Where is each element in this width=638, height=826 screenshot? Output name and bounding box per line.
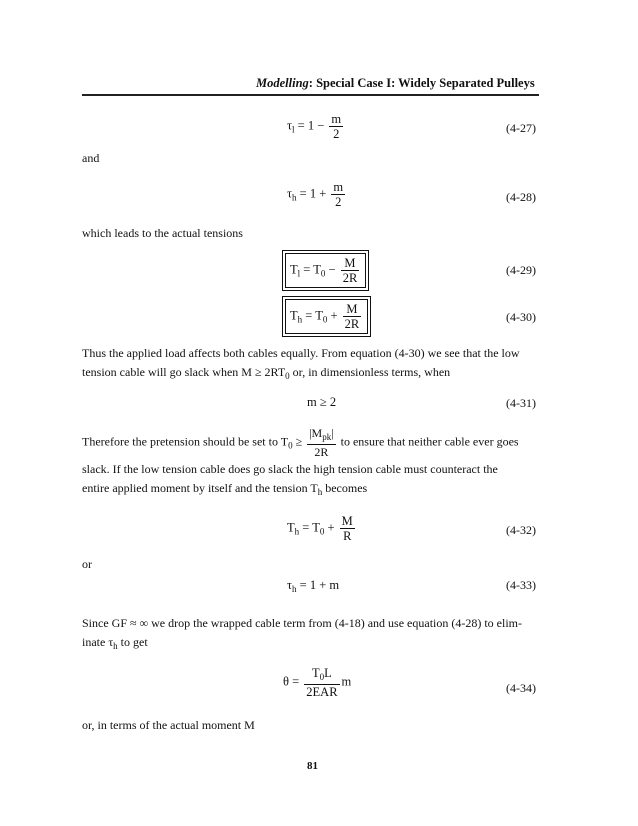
equation-number: (4-33) <box>506 578 536 592</box>
equation-number: (4-30) <box>506 310 536 324</box>
paragraph-therefore: Therefore the pretension should be set to $T_0$ ≥ $\frac{|M_{pk}|}{2R}$ to ensure that neither cable ever goes slack. If the low tension cable does go slack the high tension cable must counteract the entire applied moment by itself and the tension $T_h$ becomes <box>82 426 519 498</box>
header-rule <box>82 94 539 96</box>
equation-4-33: $\tau_h = 1 + m$ <box>287 578 340 594</box>
text-leads: which leads to the actual tensions <box>82 226 243 240</box>
header-title: : Special Case I: Widely Separated Pulleys <box>308 76 535 90</box>
page-number: 81 <box>307 760 318 772</box>
paragraph-since: Since GF ≈ ∞ we drop the wrapped cable term from (4-18) and use equation (4-28) to elim- inate $\tau_h$ to get <box>82 616 523 651</box>
equation-4-32: $T_h = T_0$ + $\frac{M}{R}$ <box>287 514 353 543</box>
paragraph-thus: Thus the applied load affects both cables equally. From equation (4-30) we see that the low tension cable will go slack when $M \ge 2RT_0$ or, in dimensionless terms, when <box>82 346 520 381</box>
running-header <box>256 76 535 91</box>
equation-4-28: $\tau_h = 1$ + $\frac{m}{2}$ <box>287 180 344 209</box>
equation-number: (4-32) <box>506 523 536 537</box>
header-italic: Modelling <box>256 76 309 90</box>
equation-number: (4-34) <box>506 681 536 695</box>
fraction: $\frac{|M_{pk}|}{2R}$ <box>309 426 334 459</box>
text-or-terms: or, in terms of the actual moment M <box>82 718 255 732</box>
equation-4-27: $\tau_l = 1$ − $\frac{m}{2}$ <box>287 112 342 141</box>
fraction: $\frac{m}{2}$ <box>331 112 342 141</box>
text-or: or <box>82 557 92 571</box>
fraction: $\frac{m}{2}$ <box>333 180 344 209</box>
fraction: $\frac{M}{2R}$ <box>344 302 360 331</box>
equation-number: (4-28) <box>506 190 536 204</box>
equation-4-31: m ≥ 2 <box>307 395 337 409</box>
fraction: $\frac{T_0L}{\text{2EAR}}$ <box>306 666 338 699</box>
equation-4-34: θ = $\frac{T_0L}{\text{2EAR}}$ m <box>283 666 352 699</box>
boxed-equation-4-29: $T_l = T_0$ − $\frac{M}{2R}$ <box>285 253 366 288</box>
equation-number: (4-29) <box>506 263 536 277</box>
equation-number: (4-31) <box>506 396 536 410</box>
fraction: $\frac{M}{R}$ <box>341 514 353 543</box>
equation-number: (4-27) <box>506 121 536 135</box>
fraction: $\frac{M}{2R}$ <box>342 256 358 285</box>
boxed-equation-4-30: $T_h = T_0$ + $\frac{M}{2R}$ <box>285 299 368 334</box>
text-and: and <box>82 151 100 165</box>
